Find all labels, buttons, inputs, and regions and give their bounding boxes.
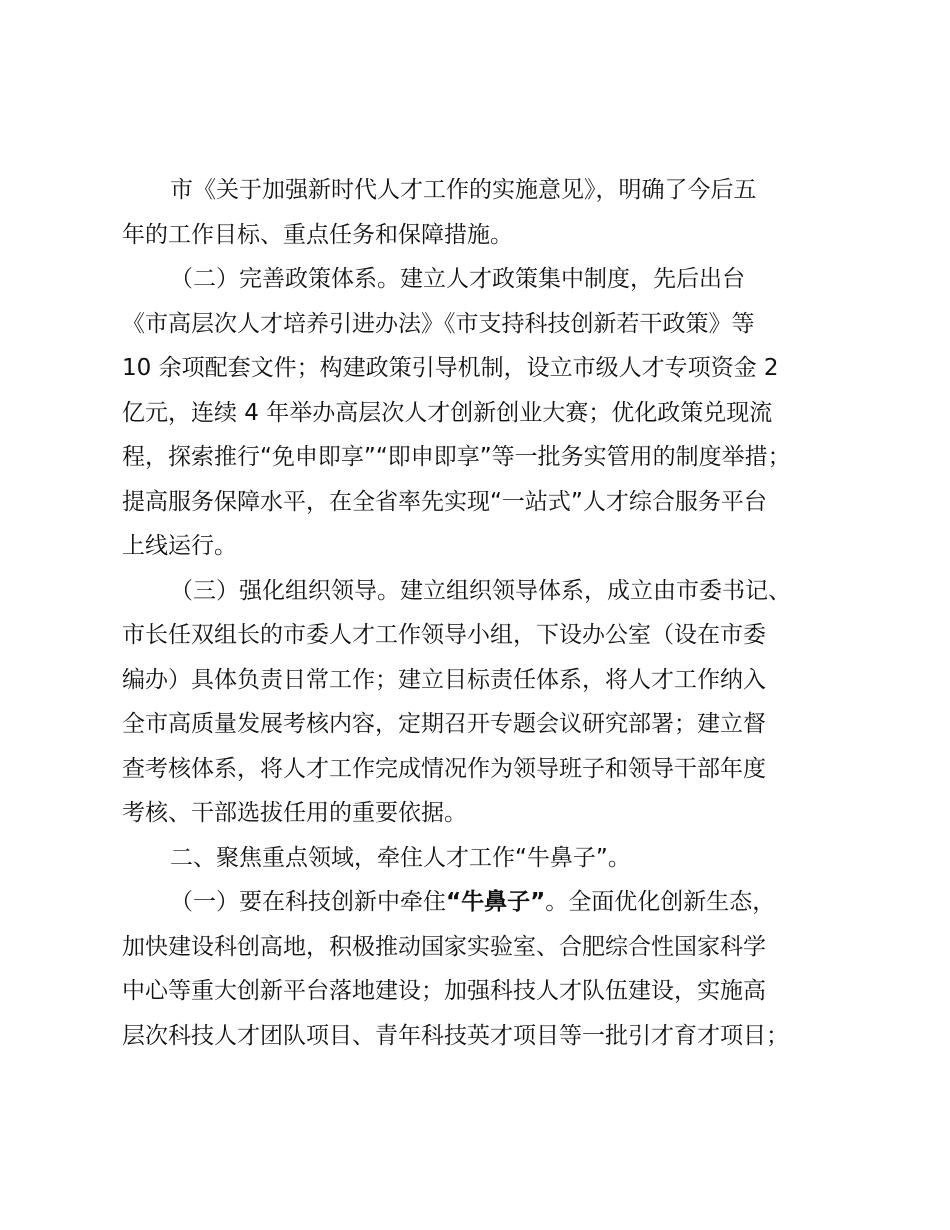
paragraph-line: 考核、干部选拔任用的重要依据。 (122, 800, 467, 826)
paragraph-line: 亿元，连续 4 年举办高层次人才创新创业大赛；优化政策兑现流 (122, 399, 773, 426)
paragraph-line: 程，探索推行“免申即享”“即申即享”等一批务实管用的制度举措； (122, 444, 791, 470)
paragraph-line: 《市高层次人才培养引进办法》《市支持科技创新若干政策》等 (122, 310, 755, 337)
paragraph-line: 市《关于加强新时代人才工作的实施意见》，明确了今后五 (170, 177, 757, 203)
paragraph-line (122, 880, 838, 925)
paragraph-line: 市长任双组长的市委人才工作领导小组，下设办公室（设在市委 (122, 622, 766, 648)
paragraph-line: 中心等重大创新平台落地建设；加强科技人才队伍建设，实施高 (122, 978, 766, 1004)
paragraph-line: 查考核体系，将人才工作完成情况作为领导班子和领导干部年度 (122, 755, 766, 782)
paragraph-line: 上线运行。 (122, 533, 237, 559)
emphasis-text: “牛鼻子” (446, 889, 546, 915)
paragraph-text: 。全面优化创新生态， (545, 889, 776, 915)
paragraph-line: 加快建设科创高地，积极推动国家实验室、合肥综合性国家科学 (122, 933, 766, 960)
paragraph-line: 年的工作目标、重点任务和保障措施。 (122, 221, 513, 248)
subheading-text: （一）要在科技创新中牵住 (170, 889, 446, 915)
paragraph-line: 层次科技人才团队项目、青年科技英才项目等一批引才育才项目； (122, 1022, 789, 1049)
document-body (122, 168, 838, 1058)
paragraph-line: （二）完善政策体系。建立人才政策集中制度，先后出台 (170, 266, 745, 292)
section-heading: 二、聚焦重点领域，牵住人才工作“牛鼻子”。 (170, 844, 631, 871)
paragraph-line: 10 余项配套文件；构建政策引导机制，设立市级人才专项资金 2 (122, 355, 779, 381)
paragraph-line: 编办）具体负责日常工作；建立目标责任体系，将人才工作纳入 (122, 666, 766, 693)
paragraph-line: （三）强化组织领导。建立组织领导体系，成立由市委书记、 (170, 577, 791, 604)
paragraph-line: 全市高质量发展考核内容，定期召开专题会议研究部署；建立督 (122, 711, 766, 737)
paragraph-line: 提高服务保障水平，在全省率先实现“一站式”人才综合服务平台 (122, 488, 767, 515)
